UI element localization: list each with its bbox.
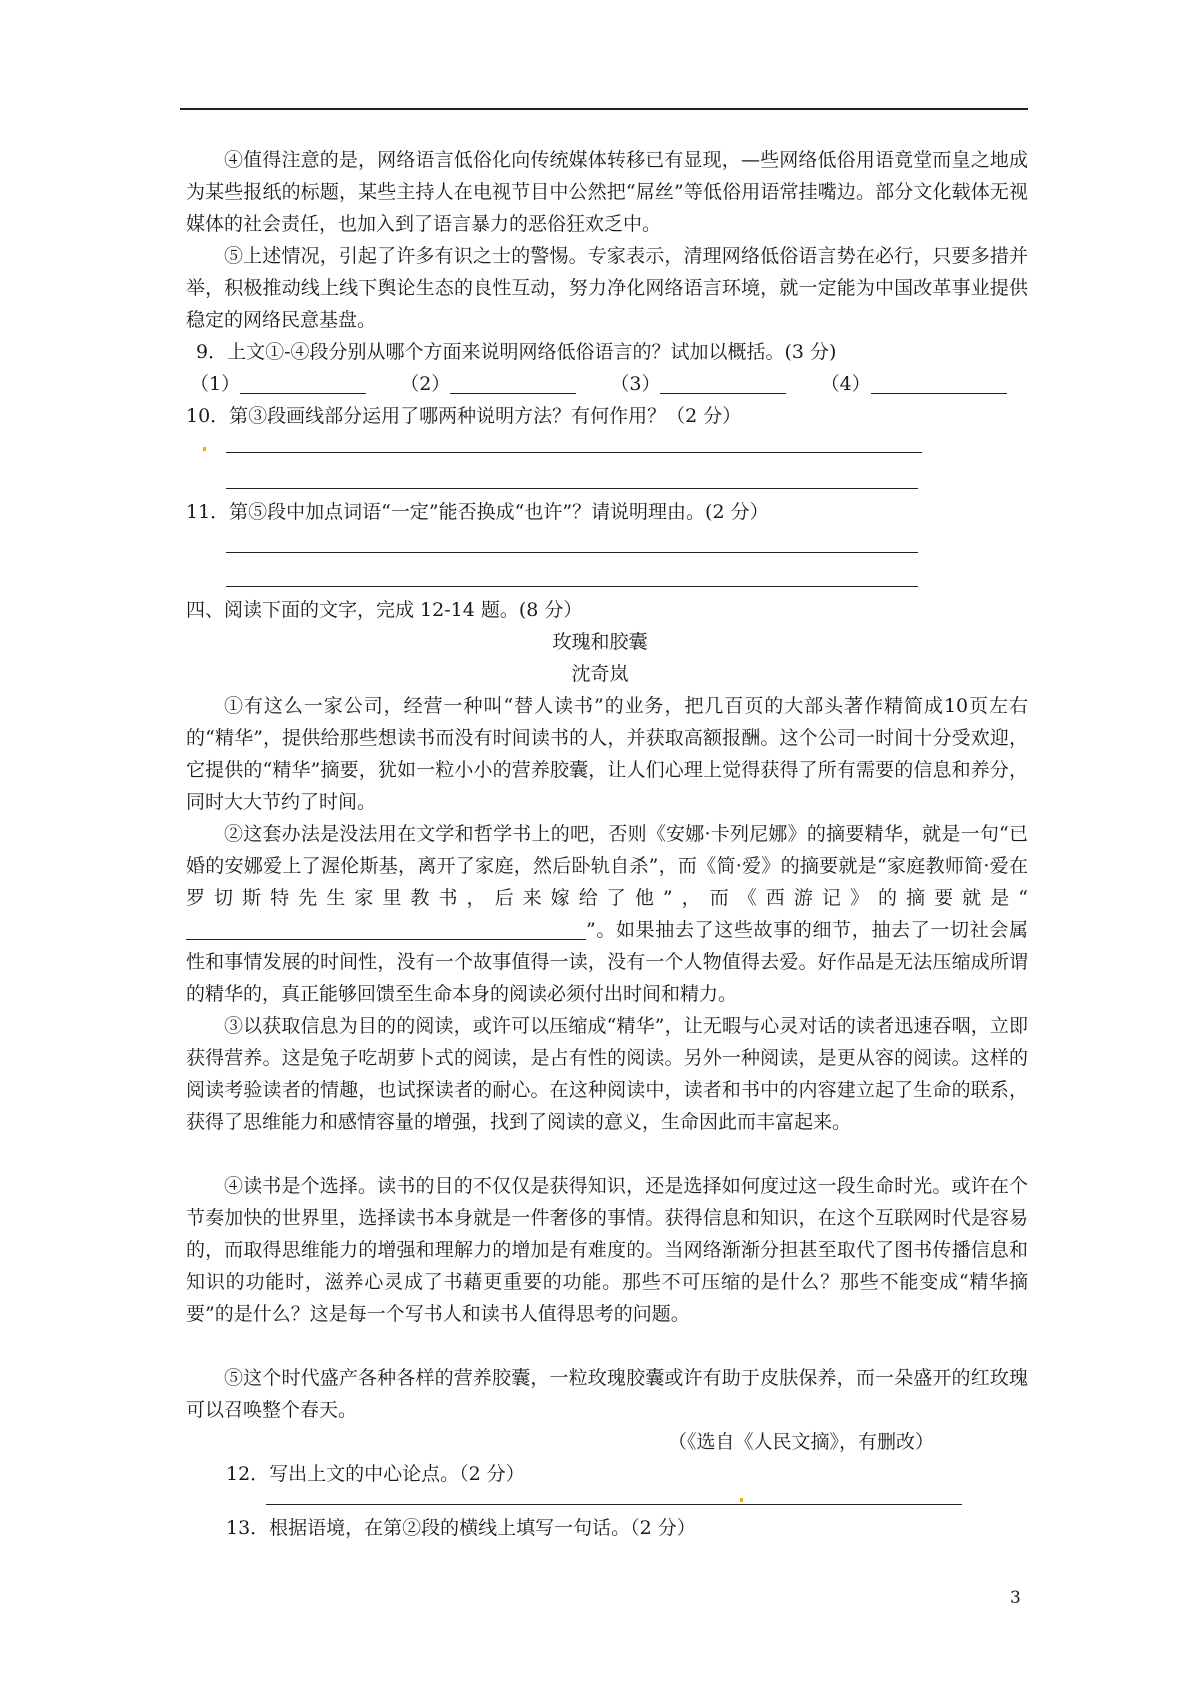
blank-label-1: （1） <box>190 373 241 395</box>
question-10: 10．第③段画线部分运用了哪两种说明方法？有何作用？（2 分） <box>186 405 742 427</box>
passage4-paragraph-4: ④读书是个选择。读书的目的不仅仅是获得知识，还是选择如何度过这一段生命时光。或许在个节奏加快的世界里，选择读书本身就是一件奢侈的事情。获得信息和知识，在这个互联网时代是容易的，而取得思维能力的增强和理解力的增加是有难度的。当网络渐渐分担甚至取代了图书传播信息和知识的功能时，滋养心灵成了书藉更重要的功能。那些不可压缩的是什么？那些不能变成“精华摘要”的是什么？这是每一个写书人和读书人值得思考的问题。 <box>186 1175 1028 1325</box>
blank-label-2: （2） <box>400 373 451 395</box>
question-13: 13．根据语境，在第②段的横线上填写一句话。（2 分） <box>226 1517 696 1539</box>
scan-mark <box>740 1498 743 1502</box>
blank-label-4: （4） <box>820 373 871 395</box>
answer-blank-3[interactable] <box>660 371 786 394</box>
scan-mark <box>203 447 206 451</box>
page-number: 3 <box>1010 1588 1021 1608</box>
answer-blank-1[interactable] <box>240 371 366 394</box>
paragraph-2-part-b: ”。如果抽去了这些故事的细节，抽去了一切社会属性和事情发展的时间性，没有一个故事值得一读，没有一个人物值得去爱。好作品是无法压缩成所谓的精华的，真正能够回馈至生命本身的阅读必须付出时间和精力。 <box>186 919 1028 1005</box>
passage-author: 沈奇岚 <box>571 663 629 685</box>
answer-line-11a[interactable] <box>226 552 918 553</box>
passage4-paragraph-1: ①有这么一家公司，经营一种叫“替人读书”的业务，把几百页的大部头著作精简成10页左右的“精华”，提供给那些想读书而没有时间读书的人，并获取高额报酬。这个公司一时间十分受欢迎，它提供的“精华”摘要，犹如一粒小小的营养胶囊，让人们心理上觉得获得了所有需要的信息和养分，同时大大节约了时间。 <box>186 695 1028 813</box>
blank-label-3: （3） <box>610 373 661 395</box>
question-12: 12．写出上文的中心论点。（2 分） <box>226 1463 525 1485</box>
answer-line-10a[interactable] <box>226 452 922 453</box>
question-11: 11．第⑤段中加点词语“一定”能否换成“也许”？请说明理由。(2 分） <box>186 501 769 523</box>
answer-line-12[interactable] <box>266 1504 962 1505</box>
passage4-paragraph-3: ③以获取信息为目的的阅读，或许可以压缩成“精华”，让无暇与心灵对话的读者迅速吞咽，立即获得营养。这是兔子吃胡萝卜式的阅读，是占有性的阅读。另外一种阅读，是更从容的阅读。这样的阅读考验读者的情趣，也试探读者的耐心。在这种阅读中，读者和书中的内容建立起了生命的联系，获得了思维能力和感情容量的增强，找到了阅读的意义，生命因此而丰富起来。 <box>186 1015 1028 1133</box>
passage-source: （《选自《人民文摘》，有删改） <box>668 1431 935 1453</box>
answer-line-10b[interactable] <box>226 488 918 489</box>
passage3-paragraph-5: ⑤上述情况，引起了许多有识之士的警惕。专家表示，清理网络低俗语言势在必行，只要多措并举，积极推动线上线下舆论生态的良性互动，努力净化网络语言环境，就一定能为中国改革事业提供稳定的网络民意基盘。 <box>186 245 1028 331</box>
passage3-paragraph-4: ④值得注意的是，网络语言低俗化向传统媒体转移已有显现，—些网络低俗用语竟堂而皇之地成为某些报纸的标题，某些主持人在电视节目中公然把“屌丝”等低俗用语常挂嘴边。部分文化载体无视媒体的社会责任，也加入到了语言暴力的恶俗狂欢乏中。 <box>186 149 1028 235</box>
header-rule <box>180 108 1028 110</box>
fill-in-blank-13[interactable] <box>186 919 586 940</box>
section-4-heading: 四、阅读下面的文字，完成 12-14 题。(8 分） <box>186 599 583 621</box>
question-9-blanks <box>190 368 1007 400</box>
answer-blank-4[interactable] <box>871 371 1007 394</box>
passage-title: 玫瑰和胶囊 <box>552 631 648 653</box>
passage4-paragraph-2 <box>186 818 1028 1010</box>
paragraph-2-part-a: ②这套办法是没法用在文学和哲学书上的吧，否则《安娜·卡列尼娜》的摘要精华，就是一句“已婚的安娜爱上了渥伦斯基，离开了家庭，然后卧轨自杀”，而《简·爱》的摘要就是“家庭教师简·爱在罗切斯特先生家里教书，后来嫁给了他”，而《西游记》的摘要就是“ <box>186 823 1028 909</box>
passage4-paragraph-5: ⑤这个时代盛产各种各样的营养胶囊，一粒玫瑰胶囊或许有助于皮肤保养，而一朵盛开的红玫瑰可以召唤整个春天。 <box>186 1367 1028 1421</box>
question-9: 9．上文①-④段分别从哪个方面来说明网络低俗语言的？试加以概括。(3 分) <box>196 341 837 363</box>
answer-line-11b[interactable] <box>226 586 918 587</box>
answer-blank-2[interactable] <box>450 371 576 394</box>
